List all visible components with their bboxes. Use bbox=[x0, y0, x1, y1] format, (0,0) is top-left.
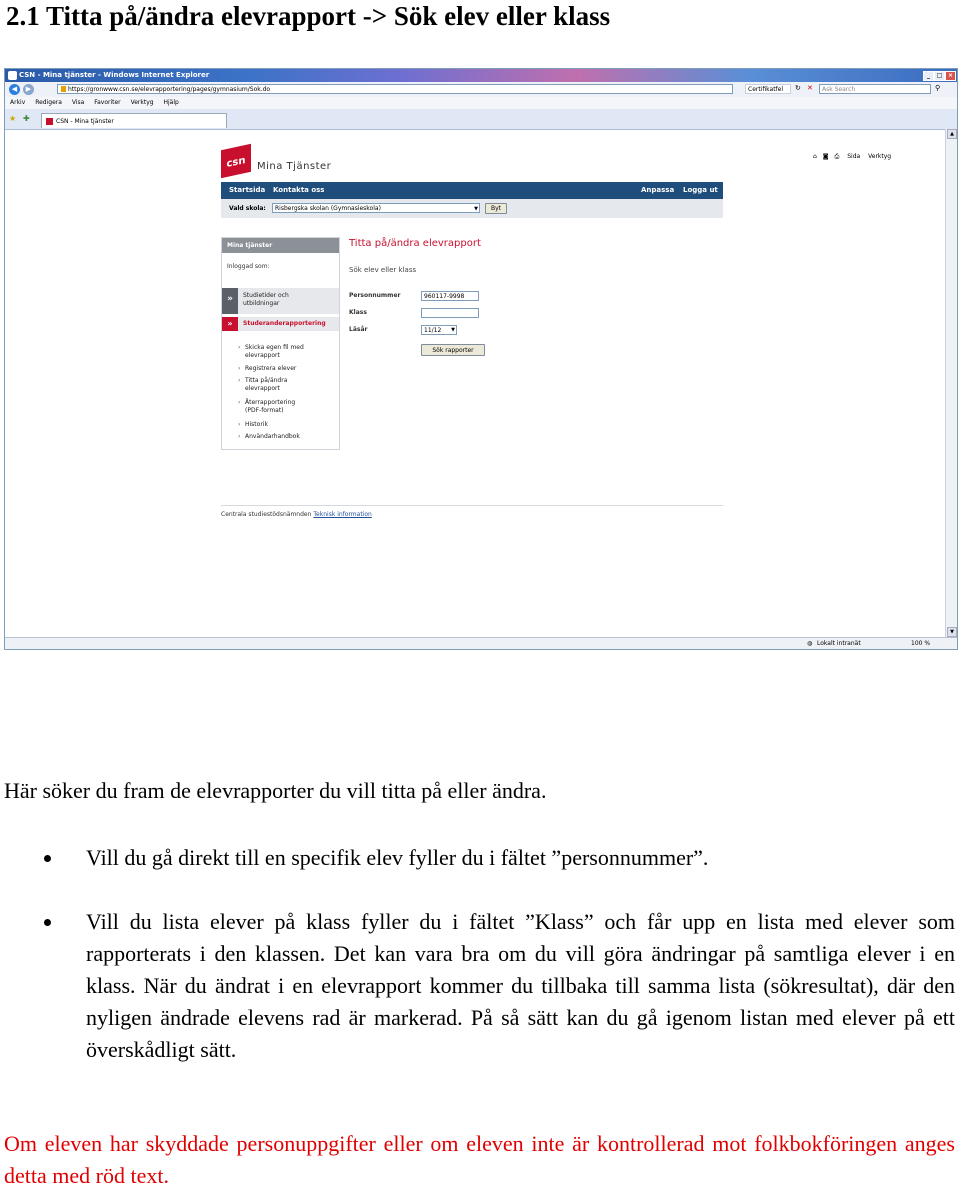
stop-icon[interactable]: ✕ bbox=[807, 84, 813, 92]
scroll-down-icon[interactable]: ▼ bbox=[947, 627, 957, 637]
lasar-label: Läsår bbox=[349, 326, 368, 333]
menu-hjalp[interactable]: Hjälp bbox=[163, 99, 179, 106]
feeds-icon[interactable]: ◙ bbox=[822, 153, 829, 160]
sidebar-header: Mina tjänster bbox=[222, 238, 339, 253]
menu-arkiv[interactable]: Arkiv bbox=[10, 99, 26, 106]
certificate-error-label: Certifikatfel bbox=[748, 86, 784, 93]
page-menu[interactable]: Sida bbox=[847, 153, 861, 160]
chevron-down-icon: ▼ bbox=[451, 327, 455, 333]
zone-label: Lokalt intranät bbox=[817, 640, 861, 647]
bullet-1-text: Vill du gå direkt till en specifik elev fyller du i fältet ”personnummer”. bbox=[86, 845, 709, 870]
minimize-button[interactable]: _ bbox=[923, 71, 934, 81]
command-bar bbox=[813, 153, 891, 161]
intranet-icon: ◍ bbox=[807, 640, 813, 647]
chevron-down-icon: ▼ bbox=[474, 206, 478, 212]
bullet-icon bbox=[44, 919, 51, 926]
browser-screenshot bbox=[4, 68, 958, 650]
sidebar-item-studeranderapportering[interactable] bbox=[222, 317, 339, 331]
menu-redigera[interactable]: Redigera bbox=[35, 99, 62, 106]
scrollbar[interactable] bbox=[945, 129, 958, 637]
sidebar-subitem-historik[interactable]: › Historik bbox=[238, 421, 268, 428]
back-icon[interactable]: ◀ bbox=[9, 84, 20, 95]
footer-link-teknisk[interactable]: Teknisk information bbox=[313, 511, 372, 518]
add-favorite-icon[interactable]: ✚ bbox=[23, 114, 30, 123]
chevron-right-icon: › bbox=[238, 433, 241, 440]
bullet-2-text: Vill du lista elever på klass fyller du i fältet ”Klass” och får upp en lista med elever som rapporterats i den klassen. Det kan vara bra om du vill göra ändringar på samtliga elever i en klass. När du ändrat i en elevrapport kommer du tillbaka till samma lista (sökresultat), där den nyligen ändrade elevens rad är markerad. På så sätt kan du gå igenom listan med elever på ett överskådligt sätt. bbox=[86, 909, 955, 1062]
tab-bar bbox=[5, 109, 957, 160]
sidebar bbox=[221, 237, 340, 450]
search-input[interactable]: Ask Search bbox=[819, 84, 931, 94]
klass-label: Klass bbox=[349, 309, 367, 316]
certificate-error[interactable] bbox=[745, 84, 791, 94]
sidebar-subitem-skicka-fil[interactable]: › Skicka egen fil med elevrapport bbox=[238, 344, 304, 359]
search-reports-button[interactable]: Sök rapporter bbox=[421, 344, 485, 356]
sidebar-subitem-registrera[interactable]: › Registrera elever bbox=[238, 365, 297, 372]
forward-icon[interactable]: ▶ bbox=[23, 84, 34, 95]
search-icon[interactable]: ⚲ bbox=[935, 84, 941, 92]
menu-bar bbox=[5, 97, 957, 109]
menu-verktyg[interactable]: Verktyg bbox=[130, 99, 154, 106]
chevron-right-icon: › bbox=[238, 399, 241, 406]
nav-anpassa[interactable]: Anpassa bbox=[641, 186, 675, 194]
close-button[interactable]: × bbox=[945, 71, 956, 81]
section-heading: 2.1 Titta på/ändra elevrapport -> Sök elev eller klass bbox=[6, 1, 611, 31]
school-select-row bbox=[221, 199, 723, 218]
tab-csn[interactable] bbox=[41, 113, 227, 128]
nav-kontakta-oss[interactable]: Kontakta oss bbox=[273, 186, 325, 194]
double-chevron-icon: » bbox=[222, 288, 238, 314]
sidebar-item-label: utbildningar bbox=[243, 300, 280, 307]
scroll-up-icon[interactable]: ▲ bbox=[947, 129, 957, 139]
intro-text: Här söker du fram de elevrapporter du vill titta på eller ändra. bbox=[4, 778, 547, 803]
nav-startsida[interactable]: Startsida bbox=[229, 186, 266, 194]
refresh-icon[interactable]: ↻ bbox=[795, 84, 801, 92]
address-field[interactable] bbox=[57, 84, 733, 94]
page-title: Titta på/ändra elevrapport bbox=[349, 238, 481, 249]
logged-in-label: Inloggad som: bbox=[227, 263, 270, 270]
sidebar-item-studietider[interactable] bbox=[222, 288, 339, 314]
klass-input[interactable] bbox=[421, 308, 479, 318]
site-footer bbox=[221, 511, 372, 518]
maximize-button[interactable]: □ bbox=[934, 71, 945, 81]
personnummer-input[interactable]: 960117-9998 bbox=[421, 291, 479, 301]
ie-icon bbox=[8, 71, 17, 80]
change-school-button[interactable]: Byt bbox=[485, 203, 507, 214]
site-nav-bar bbox=[221, 182, 723, 199]
lasar-value: 11/12 bbox=[424, 327, 442, 334]
personnummer-label: Personnummer bbox=[349, 292, 401, 299]
window-titlebar bbox=[5, 69, 957, 82]
lock-icon bbox=[61, 86, 66, 92]
chevron-right-icon: › bbox=[238, 365, 241, 372]
bullet-icon bbox=[44, 855, 51, 862]
school-label: Vald skola: bbox=[229, 205, 266, 212]
sidebar-subitem-anvandarhandbok[interactable]: › Användarhandbok bbox=[238, 433, 300, 440]
lasar-select[interactable] bbox=[421, 325, 457, 335]
sidebar-item-label: Studeranderapportering bbox=[243, 320, 326, 327]
page-subtitle: Sök elev eller klass bbox=[349, 266, 417, 274]
home-icon[interactable]: ⌂ bbox=[813, 153, 817, 160]
school-value: Risbergska skolan (Gymnasieskola) bbox=[275, 205, 381, 212]
site-title: Mina Tjänster bbox=[257, 161, 332, 172]
chevron-right-icon: › bbox=[238, 377, 241, 384]
tab-label: CSN - Mina tjänster bbox=[56, 118, 114, 125]
url-text: https://gronwww.csn.se/elevrapportering/pages/gymnasium/Sok.do bbox=[68, 86, 271, 93]
chevron-right-icon: › bbox=[238, 344, 241, 351]
sidebar-subitem-titta-andra[interactable]: › Titta på/ändra elevrapport bbox=[238, 377, 288, 392]
sidebar-subitem-aterrapportering[interactable]: › Återrapportering (PDF-format) bbox=[238, 399, 296, 414]
chevron-right-icon: › bbox=[238, 421, 241, 428]
protected-data-note: Om eleven har skyddade personuppgifter eller om eleven inte är kontrollerad mot folkbokföringen anges detta med röd text. bbox=[4, 1131, 955, 1188]
footer-org: Centrala studiestödsnämnden bbox=[221, 511, 312, 518]
zoom-level[interactable]: 100 % bbox=[911, 640, 931, 647]
print-icon[interactable]: ⎙ bbox=[834, 153, 840, 160]
window-title: CSN - Mina tjänster - Windows Internet Explorer bbox=[19, 71, 210, 79]
favorites-star-icon[interactable]: ★ bbox=[9, 114, 17, 123]
nav-logga-ut[interactable]: Logga ut bbox=[683, 186, 718, 194]
footer-divider bbox=[221, 505, 723, 506]
menu-visa[interactable]: Visa bbox=[71, 99, 85, 106]
address-bar-row bbox=[5, 82, 957, 97]
school-select[interactable] bbox=[272, 203, 480, 213]
double-chevron-down-icon: » bbox=[222, 317, 238, 331]
sidebar-item-label: Studietider och bbox=[243, 292, 289, 299]
tools-menu[interactable]: Verktyg bbox=[868, 153, 892, 160]
menu-favoriter[interactable]: Favoriter bbox=[94, 99, 121, 106]
csn-logo: csn bbox=[221, 144, 251, 178]
status-bar bbox=[5, 637, 957, 650]
